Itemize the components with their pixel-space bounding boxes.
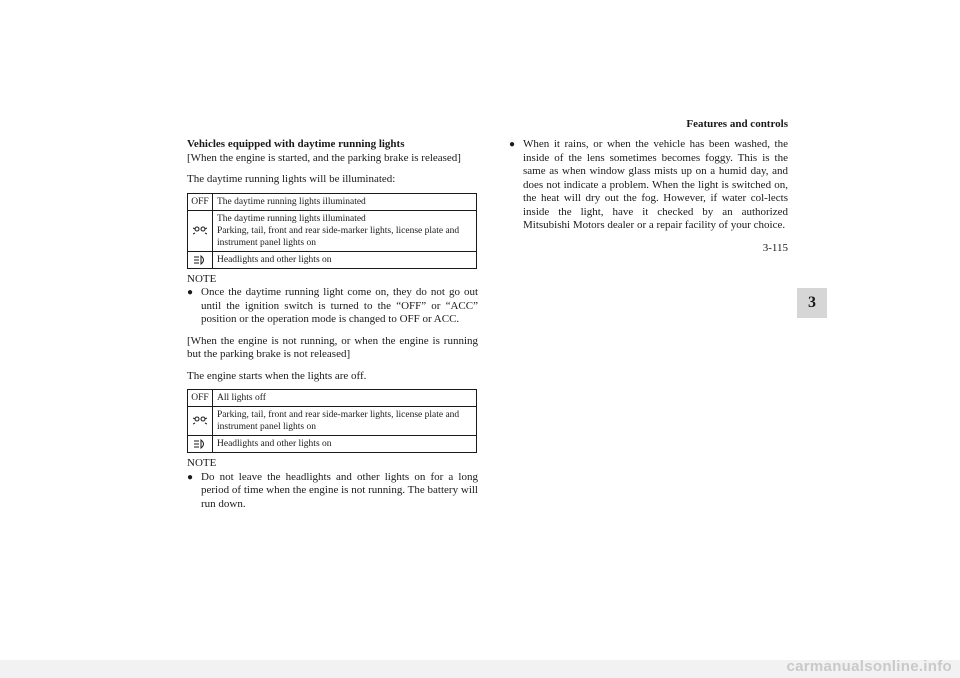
table-row [188,251,477,268]
note-label: NOTE [187,272,217,285]
table-row [188,407,477,436]
page-number: 3-115 [762,242,788,254]
headlight-icon [193,255,207,265]
position-description: All lights off [213,390,477,407]
section-heading: Vehicles equipped with daytime running lights [187,138,405,150]
table-row [188,193,477,210]
position-description: Parking, tail, front and rear side-marker lights, license plate and instrument panel lights on [213,407,477,436]
switch-position [188,251,213,268]
note-bullet [509,138,788,233]
chapter-tab: 3 [797,288,827,318]
bullet-icon: ● [187,287,194,298]
note-bullet [187,286,478,327]
table-row [188,390,477,407]
intro-engine-start: The engine starts when the lights are off. [187,369,367,382]
condition-engine-not-running: [When the engine is not running, or when the engine is running but the parking brake is not released] [187,334,478,360]
table-row [188,436,477,453]
page-header-title: Features and controls [686,118,788,130]
switch-position [188,407,213,436]
position-description: Headlights and other lights on [213,436,477,453]
right-column [509,138,788,233]
left-column [187,138,478,511]
position-description: The daytime running lights illuminated [213,193,477,210]
light-table-engine-off [187,389,477,453]
light-table-daytime [187,193,477,269]
table-row [188,210,477,251]
condition-engine-started: [When the engine is started, and the parking brake is released] [187,151,461,164]
headlight-icon [193,439,207,449]
switch-position [188,436,213,453]
parking-light-icon [193,226,207,236]
note-text: Once the daytime running light come on, they do not go out until the ignition switch is turned to the “OFF” or “ACC” position or the operation mode is changed to OFF or ACC. [201,286,478,325]
parking-light-icon [193,416,207,426]
intro-daytime: The daytime running lights will be illuminated: [187,173,396,185]
switch-position: OFF [188,390,213,407]
position-description: The daytime running lights illuminated Parking, tail, front and rear side-marker lights, license plate and instrument panel lights on [213,210,477,251]
note-bullet [187,471,478,512]
bullet-icon: ● [509,139,516,150]
note-label: NOTE [187,457,217,469]
lens-fog-text: When it rains, or when the vehicle has been washed, the inside of the lens sometimes becomes foggy. This is the same as when window glass mists up on a humid day, and does not indicate a problem. When the light is switched on, the heat will dry out the fog. However, if water col-lects inside the light, have it checked by an authorized Mitsubishi Motors dealer or a repair facility of your choice. [523,138,788,231]
position-description: Headlights and other lights on [213,251,477,268]
bullet-icon: ● [187,471,194,483]
switch-position: OFF [188,193,213,210]
switch-position [188,210,213,251]
watermark: carmanualsonline.info [786,658,952,675]
note-text: Do not leave the headlights and other lights on for a long period of time when the engine is not running. The battery will run down. [201,470,478,510]
